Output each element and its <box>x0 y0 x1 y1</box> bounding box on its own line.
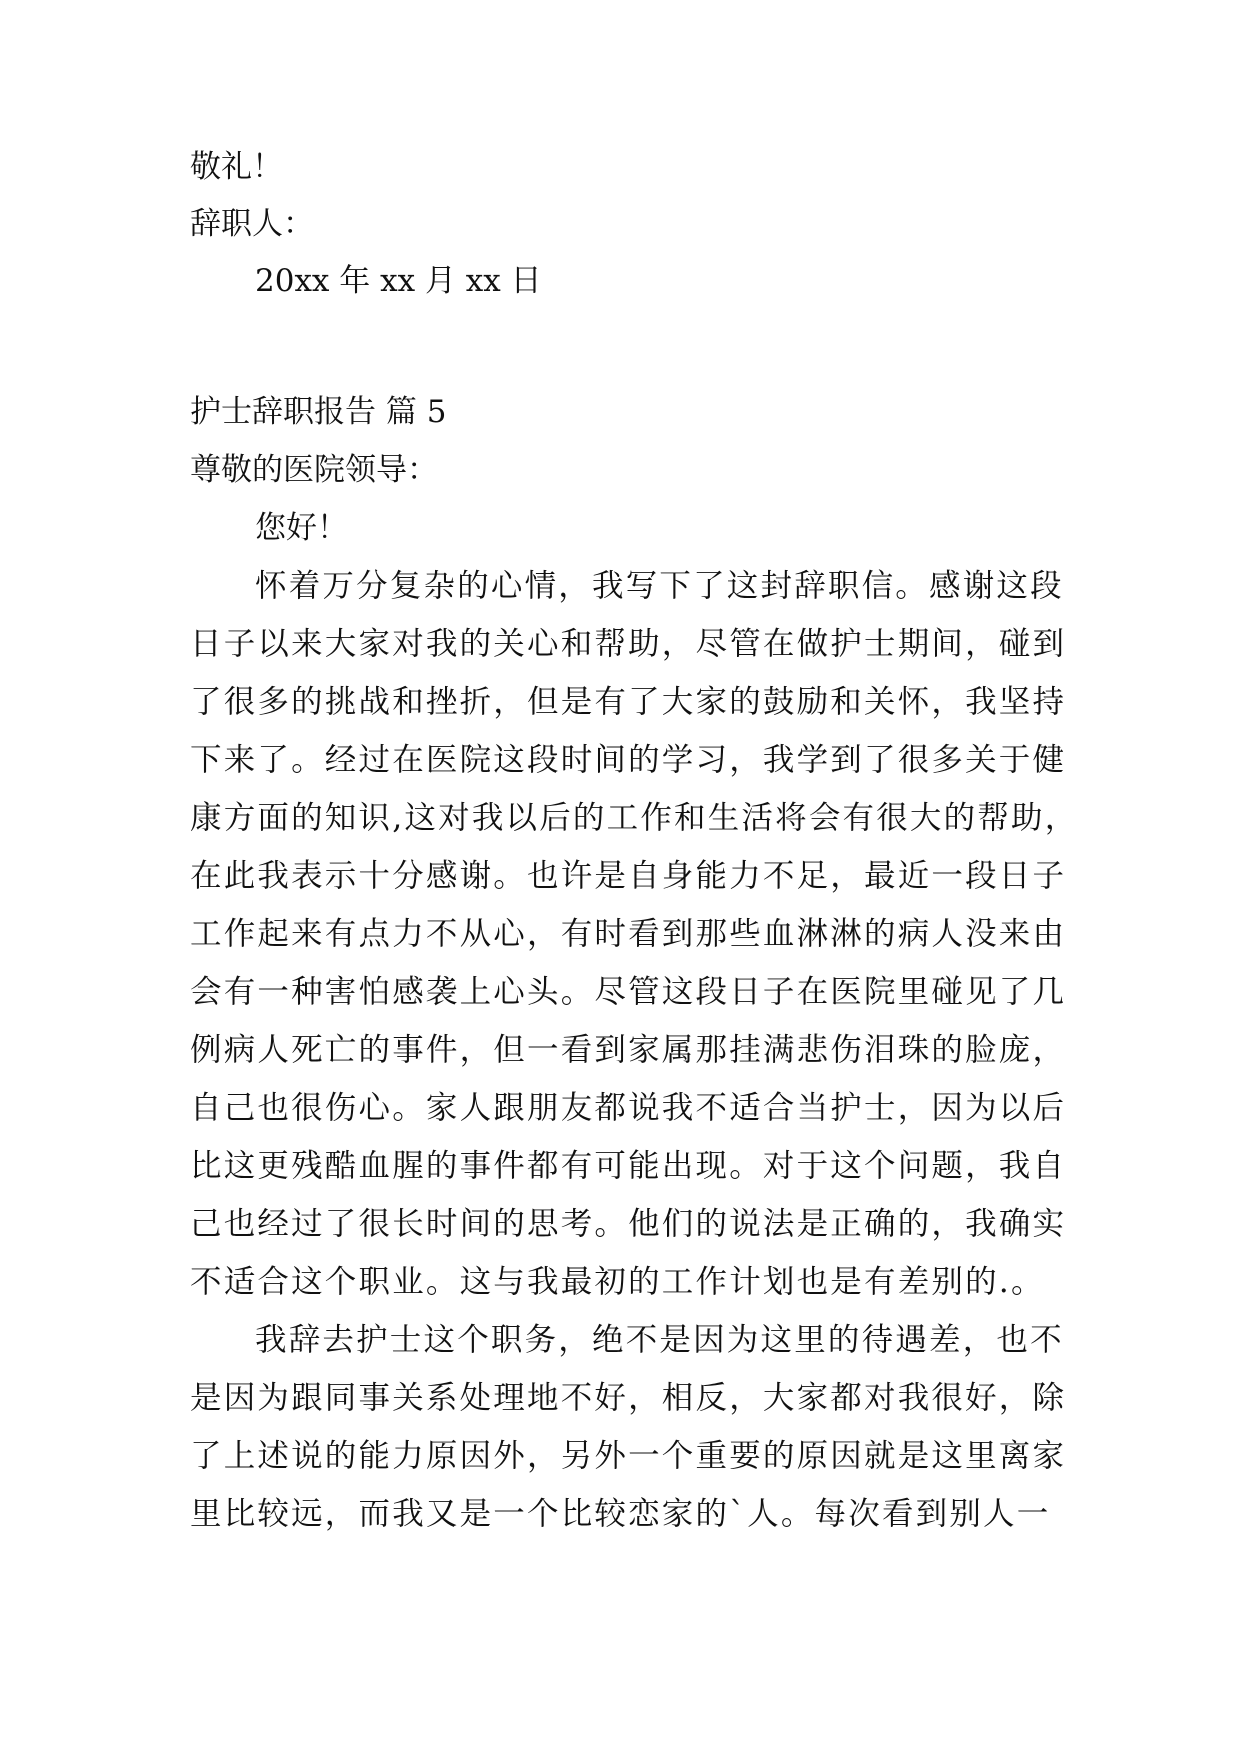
paragraph-1-line: 下来了。经过在医院这段时间的学习，我学到了很多关于健 <box>190 742 1067 778</box>
paragraph-2-line: 是因为跟同事关系处理地不好，相反，大家都对我很好，除 <box>190 1380 1067 1416</box>
paragraph-1-line: 日子以来大家对我的关心和帮助，尽管在做护士期间，碰到 <box>190 626 1067 662</box>
paragraph-1-line: 不适合这个职业。这与我最初的工作计划也是有差别的.。 <box>190 1264 1045 1300</box>
salutation: 尊敬的医院领导： <box>190 452 438 488</box>
paragraph-1-line: 怀着万分复杂的心情，我写下了这封辞职信。感谢这段 <box>255 568 1064 604</box>
paragraph-1-line: 工作起来有点力不从心，有时看到那些血淋淋的病人没来由 <box>190 916 1067 952</box>
date-line: 20xx 年 xx 月 xx 日 <box>255 263 542 299</box>
paragraph-1-line: 康方面的知识,这对我以后的工作和生活将会有很大的帮助， <box>190 800 1079 836</box>
section-title: 护士辞职报告 篇 5 <box>190 394 447 430</box>
paragraph-1-line: 会有一种害怕感袭上心头。尽管这段日子在医院里碰见了几 <box>190 974 1067 1010</box>
paragraph-2-line: 我辞去护士这个职务，绝不是因为这里的待遇差，也不 <box>255 1322 1064 1358</box>
paragraph-2-line: 里比较远，而我又是一个比较恋家的`人。每次看到别人一 <box>190 1496 1051 1532</box>
resigner-label: 辞职人： <box>190 206 314 242</box>
greeting-hello: 您好！ <box>255 510 348 546</box>
paragraph-1-line: 例病人死亡的事件，但一看到家属那挂满悲伤泪珠的脸庞， <box>190 1032 1067 1068</box>
paragraph-1-line: 比这更残酷血腥的事件都有可能出现。对于这个问题，我自 <box>190 1148 1067 1184</box>
paragraph-2-line: 了上述说的能力原因外，另外一个重要的原因就是这里离家 <box>190 1438 1067 1474</box>
paragraph-1-line: 自己也很伤心。家人跟朋友都说我不适合当护士，因为以后 <box>190 1090 1067 1126</box>
closing-salute: 敬礼！ <box>190 149 283 185</box>
paragraph-1-line: 在此我表示十分感谢。也许是自身能力不足，最近一段日子 <box>190 858 1067 894</box>
paragraph-1-line: 己也经过了很长时间的思考。他们的说法是正确的，我确实 <box>190 1206 1067 1242</box>
paragraph-1-line: 了很多的挑战和挫折，但是有了大家的鼓励和关怀，我坚持 <box>190 684 1067 720</box>
